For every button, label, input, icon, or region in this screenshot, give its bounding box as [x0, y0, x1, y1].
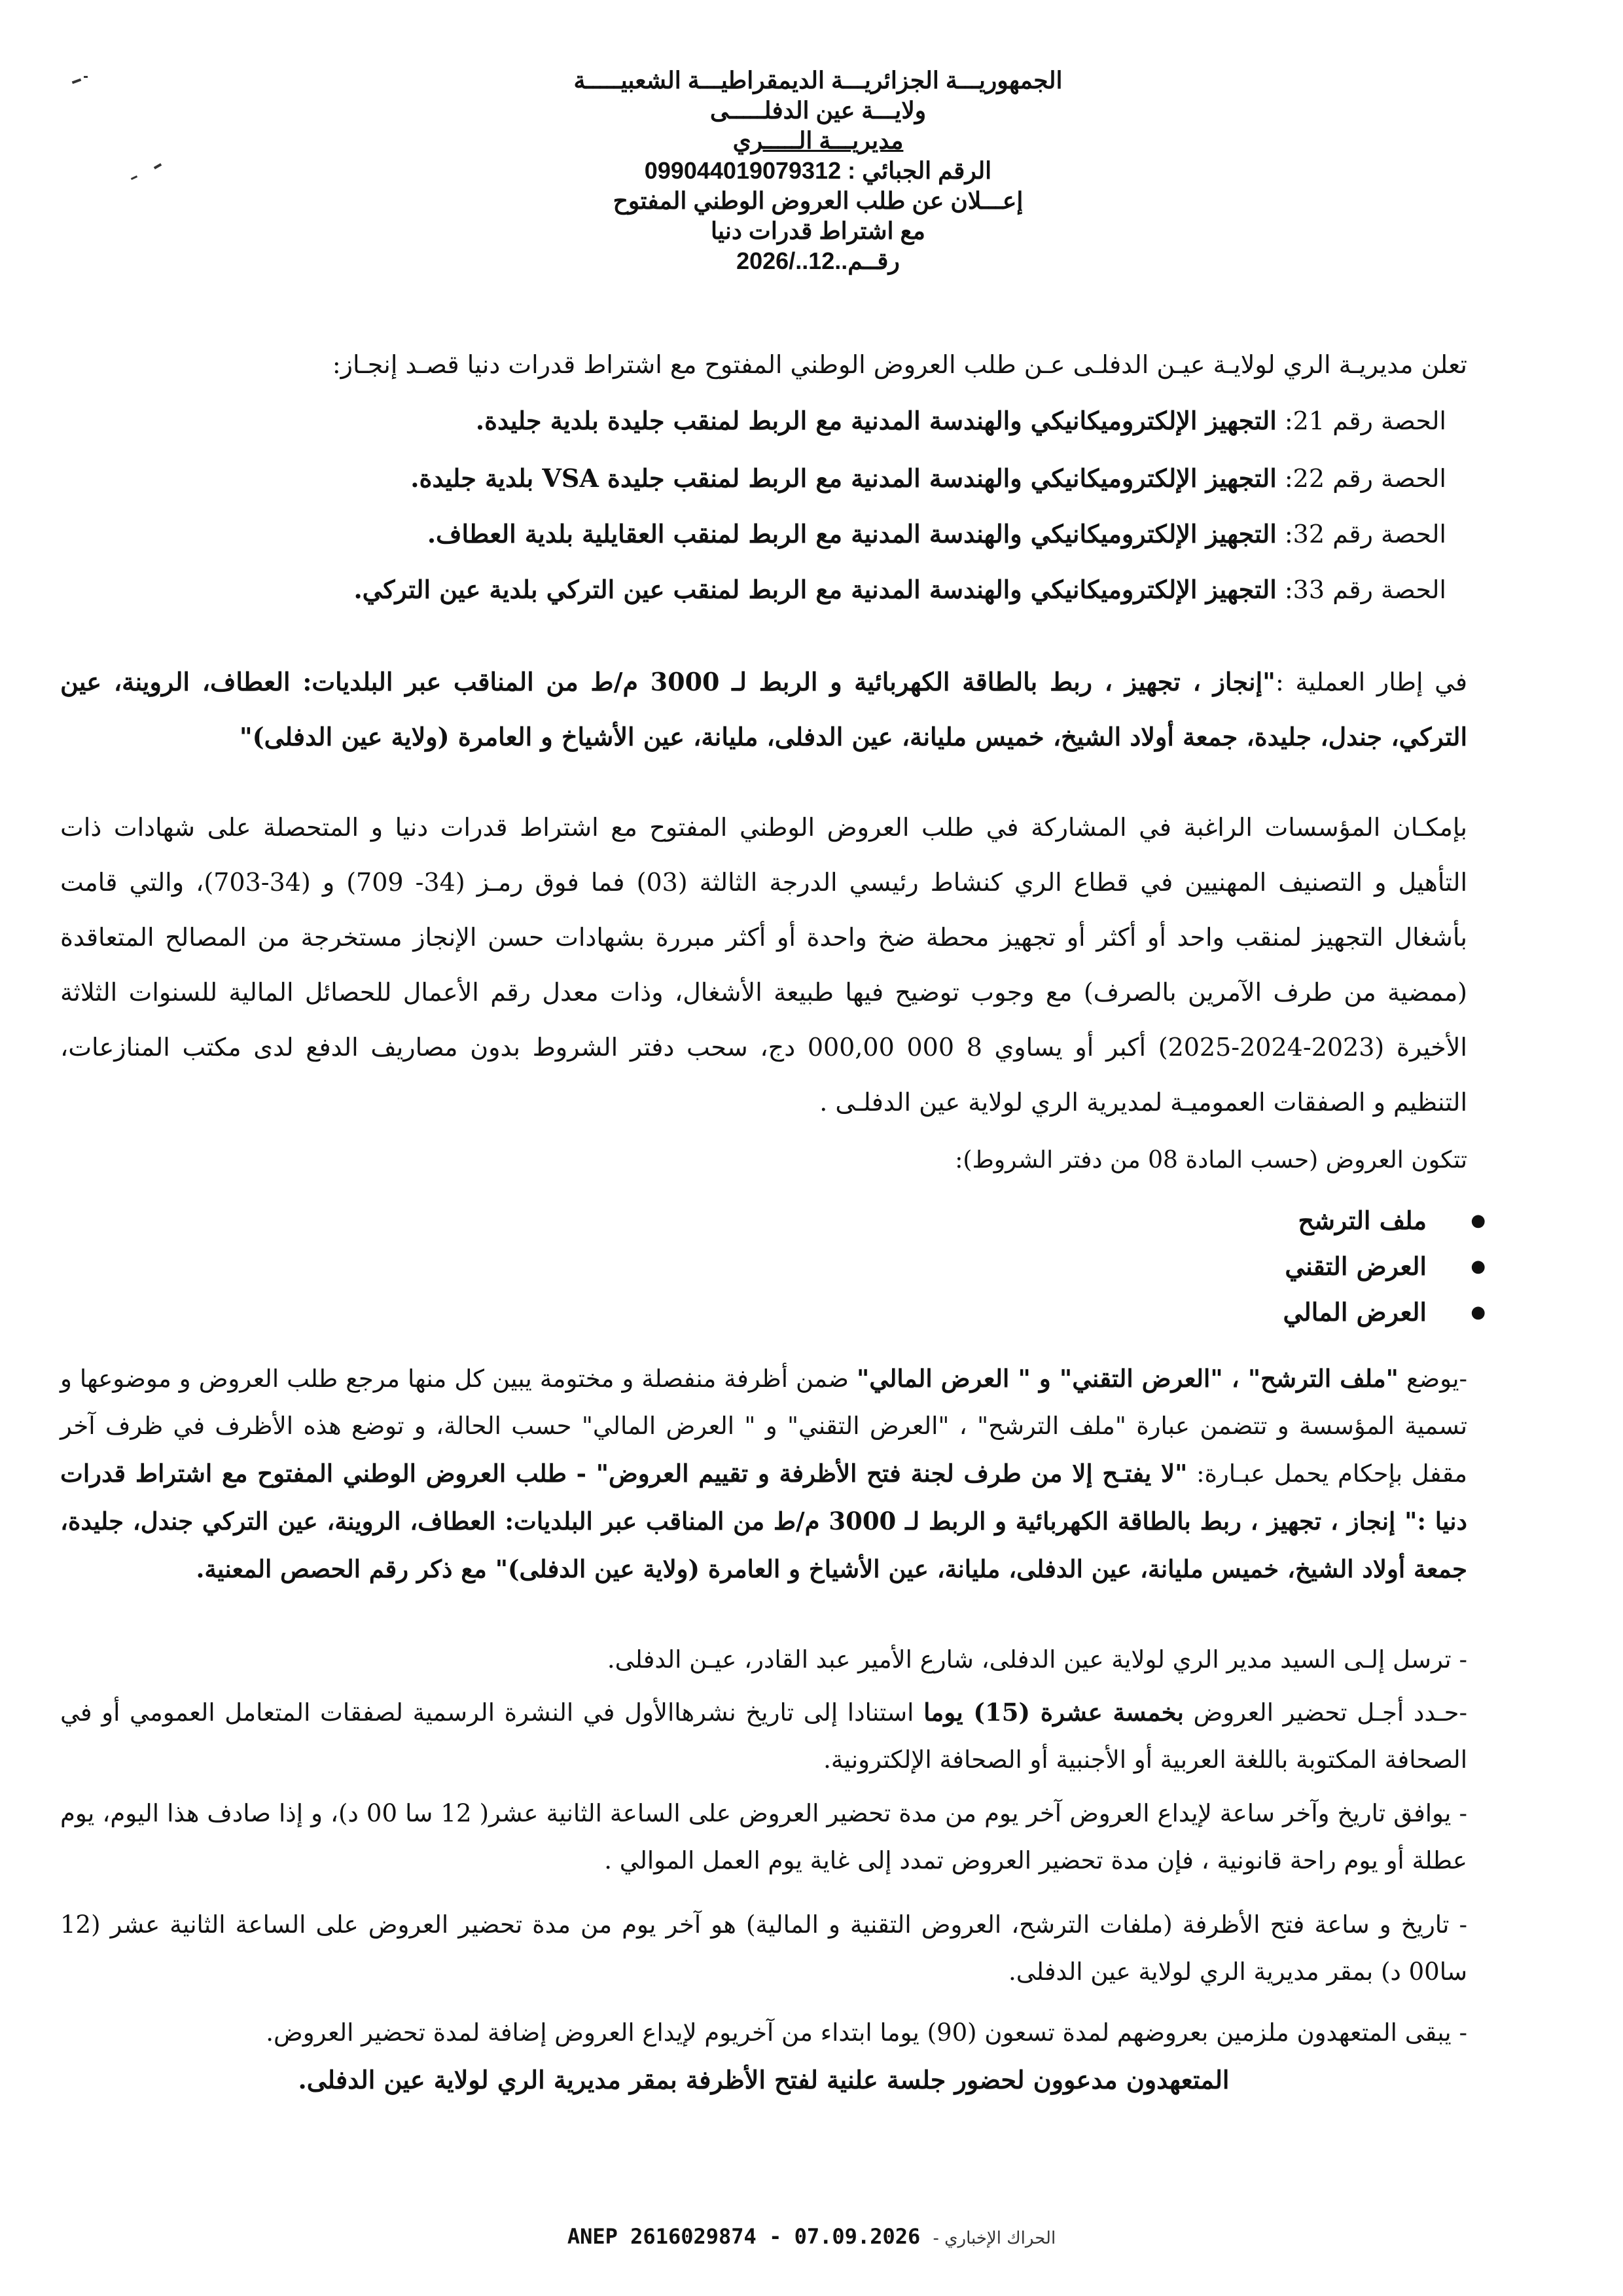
offers-list: [1283, 1198, 1512, 1335]
list-item: ● العرض المالي: [1283, 1289, 1512, 1335]
notice-number: رقــم..12../2026: [736, 247, 900, 274]
operation-title: "إنجاز ، تجهيز ، ربط بالطاقة الكهربائية و الربط لـ 3000 م/ط من المناقب عبر البلديات: العطاف، الروينة، عين التركي، جندل، جليدة، جمعة أولاد الشيخ، خميس مليانة، عين الدفلى، مليانة، عين الأشياخ و العامرة (ولاية عين الدفلى)": [60, 667, 1467, 751]
lot-label: الحصة رقم 22:: [1284, 464, 1446, 493]
lot-21: [476, 406, 1446, 435]
fiscal-id: الرقم الجبائي : 099044019079312: [644, 157, 992, 184]
directorate-line: مديريـــة الـــــري: [732, 127, 904, 154]
letterhead: [458, 65, 1178, 276]
submission-paragraph: [60, 1355, 1467, 1593]
offers-intro: تتكون العروض (حسب المادة 08 من دفتر الشروط):: [955, 1147, 1467, 1174]
republic-line: الجمهوريـــة الجزائريـــة الديمقراطيـــة الشعبيـــــة: [573, 67, 1063, 94]
deadline-rest: استنادا إلى تاريخ نشرهاالأول في النشرة الرسمية لصفقات المتعامل العمومي أو في الصحافة المكتوبة باللغة العربية أو الأجنبية أو الصحافة الإلكترونية.: [60, 1698, 1467, 1774]
anep-footer: [0, 2224, 1623, 2249]
deposit-paragraph: - يوافق تاريخ وآخر ساعة لإيداع العروض آخر يوم من مدة تحضير العروض على الساعة الثانية عشر( 12 سا 00 د)، و إذا صادف هذا اليوم، يوم عطلة أو يوم راحة قانونية ، فإن مدة تحضير العروض تمدد إلى غاية يوم العمل الموالي .: [60, 1799, 1468, 1874]
lot-text: التجهيز الإلكتروميكانيكي والهندسة المدنية مع الربط لمنقب جليدة بلدية جليدة.: [475, 406, 1277, 435]
notice-title: إعـــلان عن طلب العروض الوطني المفتوح: [613, 187, 1024, 214]
list-item: ● ملف الترشح: [1283, 1198, 1512, 1244]
lot-label: الحصة رقم 33:: [1284, 575, 1446, 604]
opening-paragraph: - تاريخ و ساعة فتح الأظرفة (ملفات الترشح، العروض التقنية و المالية) هو آخر يوم من مدة تحضير العروض على الساعة الثانية عشر (12 سا00 د) بمقر مديرية الري لولاية عين الدفلى.: [60, 1910, 1467, 1986]
submission-rest: ضمن أظرفة منفصلة و مختومة يبين كل منها مرجع طلب العروض و موضوعها و تسمية المؤسسة و تتضمن عبارة "ملف الترشح" ، "العرض التقني" و " العرض المالي" حسب الحالة، و توضع هذه الأظرف في ظرف آخر مقفل بإحكام يحمل عبـارة:: [60, 1365, 1467, 1488]
deadline-paragraph: [60, 1689, 1467, 1784]
lot-32: [427, 519, 1446, 548]
submission-envelope-label: "لا يفتـح إلا من طرف لجنة فتح الأظرفة و تقييم العروض" - طلب العروض الوطني المفتوح مع اشتراط قدرات دنيا :" إنجاز ، تجهيز ، ربط بالطاقة الكهربائية و الربط لـ 3000 م/ط من المناقب عبر البلديات: العطاف، الروينة، عين التركي جندل، جليدة، جمعة أولاد الشيخ، خميس مليانة، عين الدفلى، مليانة، عين الأشياخ و العامرة (ولاية عين الدفلى)" مع ذكر رقم الحصص المعنية.: [60, 1459, 1467, 1583]
lot-label: الحصة رقم 32:: [1284, 520, 1446, 548]
validity-line: - يبقى المتعهدون ملزمين بعروضهم لمدة تسعون (90) يوما ابتداء من آخريوم لإيداع العروض إضافة لمدة تحضير العروض.: [266, 2018, 1467, 2047]
lot-22: [410, 463, 1446, 493]
source-label: الحراك الإخباري -: [933, 2229, 1056, 2248]
lot-text: التجهيز الإلكتروميكانيكي والهندسة المدنية مع الربط لمنقب عين التركي بلدية عين التركي.: [353, 575, 1277, 604]
operation-prefix: في إطار العملية :: [1275, 668, 1468, 696]
list-item: ● العرض التقني: [1283, 1244, 1512, 1289]
intro-text: تعلن مديريـة الري لولايـة عيـن الدفلـى عـن طلب العروض الوطني المفتوح مع اشتراط قدرات دنيا قصـد إنجـاز:: [332, 350, 1467, 379]
notice-subtitle: مع اشتراط قدرات دنيا: [711, 217, 925, 244]
lot-label: الحصة رقم 21:: [1284, 406, 1446, 435]
lot-text: التجهيز الإلكتروميكانيكي والهندسة المدنية مع الربط لمنقب العقايلية بلدية العطاف.: [427, 519, 1277, 548]
operation-paragraph: [60, 655, 1467, 764]
wilaya-line: ولايـــة عين الدفلـــــى: [709, 97, 927, 124]
lot-text: التجهيز الإلكتروميكانيكي والهندسة المدنية مع الربط لمنقب جليدة VSA بلدية جليدة.: [410, 463, 1277, 493]
deadline-days: بخمسة عشرة (15) يوما: [923, 1698, 1184, 1727]
invitation-line: المتعهدون مدعوون لحضور جلسة علنية لفتح الأظرفة بمقر مديرية الري لولاية عين الدفلى.: [298, 2065, 1230, 2094]
submission-start: -يوضع: [1398, 1365, 1467, 1393]
eligibility-paragraph: بإمكـان المؤسسات الراغبة في المشاركة في طلب العروض الوطني المفتوح مع اشتراط قدرات دنيا و المتحصلة على شهادات ذات التأهيل و التصنيف المهنيين في قطاع الري كنشاط رئيسي الدرجة الثالثة (03) فما فوق رمـز (34- 709) و (34-703)، والتي قامت بأشغال التجهيز لمنقب واحد أو أكثر أو تجهيز محطة ضخ واحدة أو أكثر مبررة بشهادات حسن الإنجاز مستخرجة من المصالح المتعاقدة (ممضية من طرف الآمرين بالصرف) مع وجوب توضيح فيها طبيعة الأشغال، وذات معدل رقم الأعمال للحصائل المالية للسنوات الثلاثة الأخيرة (2023-2024-2025) أكبر أو يساوي 8 000 000,00 دج، سحب دفتر الشروط بدون مصاريف الدفع لدى مكتب المنازعات، التنظيم و الصفقات العموميـة لمديرية الري لولاية عين الدفلـى .: [60, 813, 1468, 1117]
deadline-start: -حـدد أجـل تحضير العروض: [1183, 1698, 1467, 1727]
lot-33: [353, 575, 1446, 604]
submission-envelopes: "ملف الترشح" ، "العرض التقني" و " العرض المالي": [857, 1364, 1399, 1393]
anep-reference: ANEP 2616029874 - 07.09.2026: [567, 2224, 921, 2249]
send-to-line: - ترسل إلـى السيد مدير الري لولاية عين الدفلى، شارع الأمير عبد القادر، عيـن الدفلى.: [607, 1645, 1467, 1674]
